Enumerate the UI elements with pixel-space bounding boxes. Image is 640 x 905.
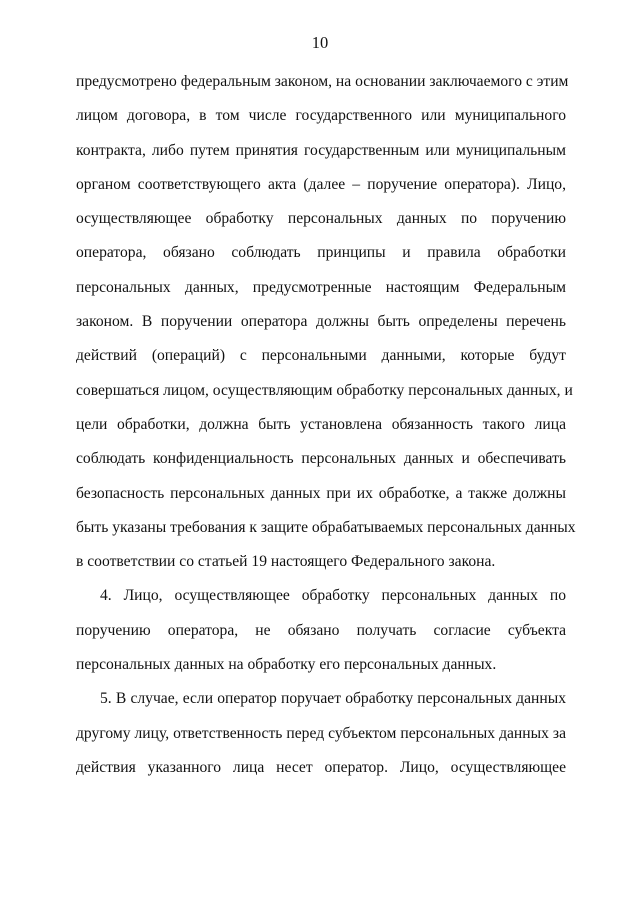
text-line: цели обработки, должна быть установлена обязанность такого лица xyxy=(76,415,566,433)
document-body xyxy=(76,72,576,792)
text-line: лицом договора, в том числе государственного или муниципального xyxy=(76,107,566,125)
paragraph-continuation xyxy=(76,72,576,586)
text-line: 4. Лицо, осуществляющее обработку персональных данных по xyxy=(100,587,566,605)
text-line: 5. В случае, если оператор поручает обработку персональных данных xyxy=(100,690,566,708)
text-line: безопасность персональных данных при их обработке, а также должны xyxy=(76,484,566,502)
text-line: персональных данных на обработку его персональных данных. xyxy=(76,656,497,674)
text-line: действий (операций) с персональными данными, которые будут xyxy=(76,347,566,365)
text-line: поручению оператора, не обязано получать согласие субъекта xyxy=(76,621,566,639)
text-line: контракта, либо путем принятия государственным или муниципальным xyxy=(76,141,566,159)
text-line: законом. В поручении оператора должны быть определены перечень xyxy=(76,313,566,331)
text-line: персональных данных, предусмотренные настоящим Федеральным xyxy=(76,278,566,296)
text-line: органом соответствующего акта (далее – поручение оператора). Лицо, xyxy=(76,175,566,193)
text-line: в соответствии со статьей 19 настоящего Федерального закона. xyxy=(76,553,496,571)
text-line: совершаться лицом, осуществляющим обработку персональных данных, и xyxy=(76,381,573,399)
text-line: оператора, обязано соблюдать принципы и правила обработки xyxy=(76,244,566,262)
text-line: осуществляющее обработку персональных данных по поручению xyxy=(76,210,566,228)
paragraph-item-5 xyxy=(76,689,566,792)
text-line: быть указаны требования к защите обрабатываемых персональных данных xyxy=(76,518,576,536)
text-line: предусмотрено федеральным законом, на основании заключаемого с этим xyxy=(76,73,569,90)
paragraph-item-4 xyxy=(76,586,566,689)
text-line: другому лицу, ответственность перед субъектом персональных данных за xyxy=(76,724,566,742)
text-line: действия указанного лица несет оператор. Лицо, осуществляющее xyxy=(76,758,566,776)
text-line: соблюдать конфиденциальность персональных данных и обеспечивать xyxy=(76,450,566,468)
page-number: 10 xyxy=(311,33,329,52)
